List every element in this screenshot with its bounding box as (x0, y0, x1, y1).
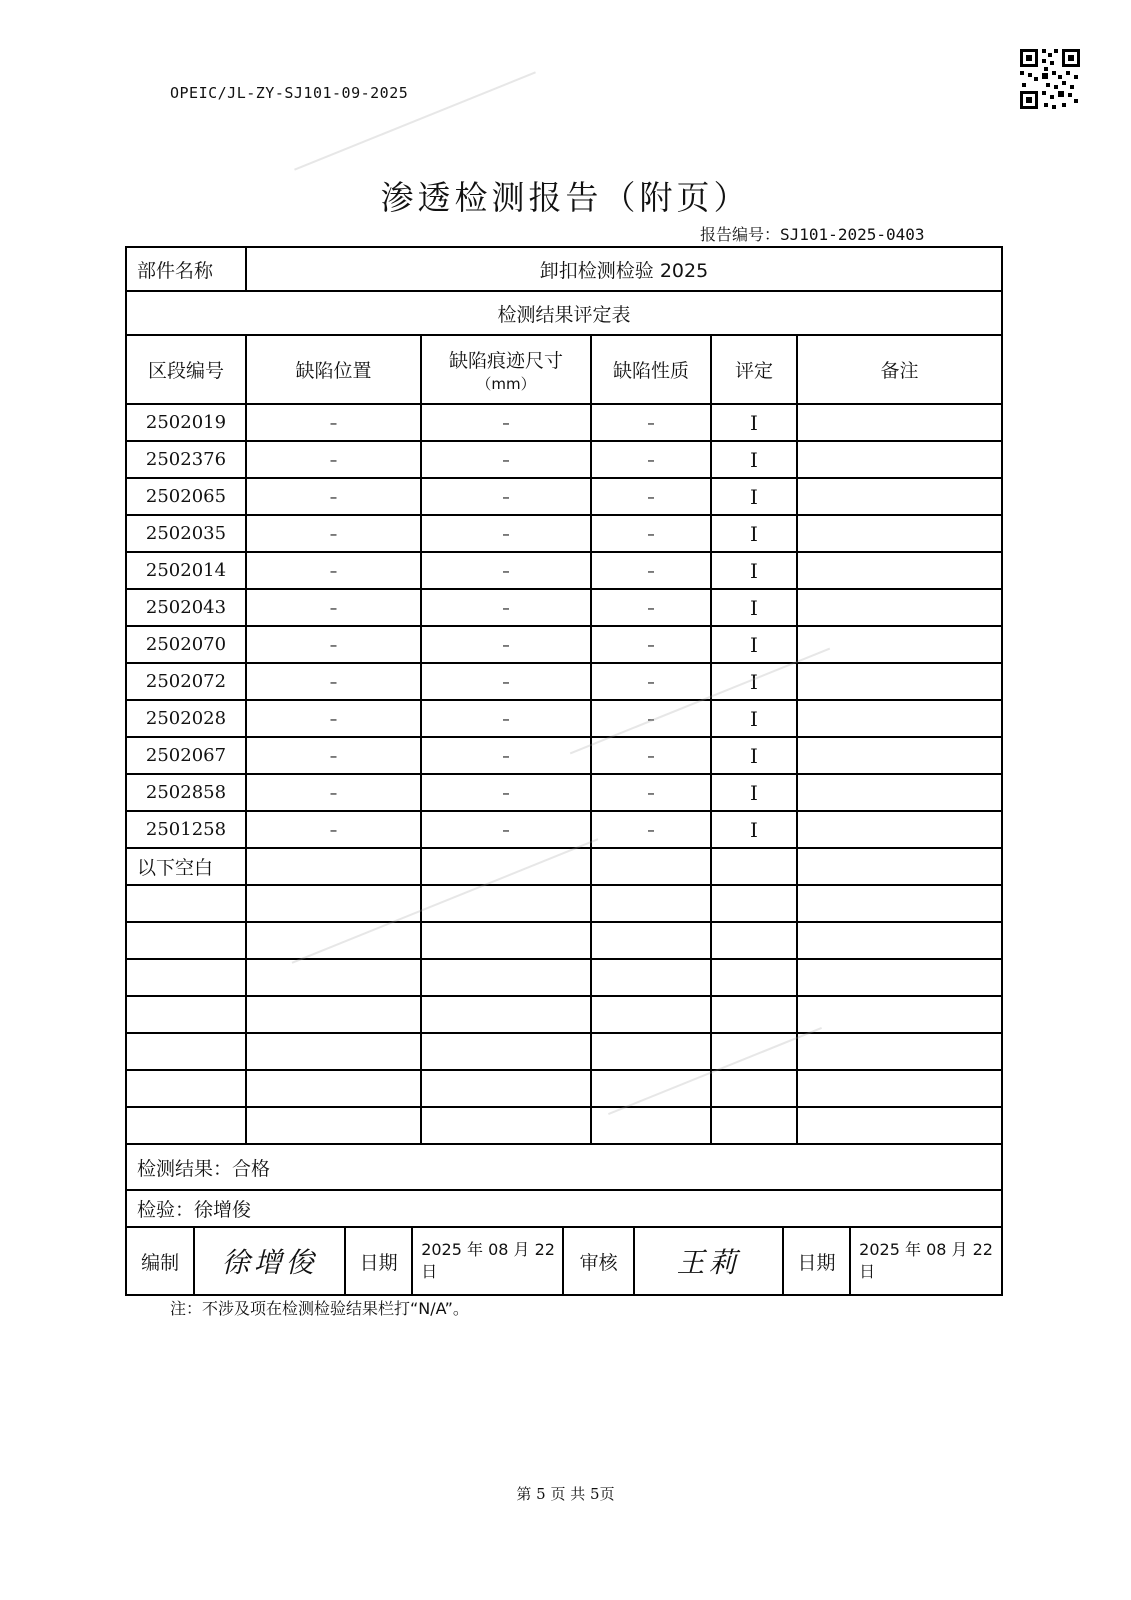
defect-position-cell: – (246, 404, 421, 441)
inspector-label: 检验： (137, 1199, 195, 1221)
defect-nature-cell: – (591, 515, 711, 552)
empty-cell (591, 922, 711, 959)
empty-cell (246, 922, 421, 959)
empty-cell (126, 1033, 246, 1070)
table-row (126, 737, 1002, 774)
section-no-cell: 2502072 (126, 663, 246, 700)
empty-cell (246, 1070, 421, 1107)
empty-row (126, 959, 1002, 996)
header-grade: 评定 (711, 335, 797, 404)
table-title: 检测结果评定表 (126, 291, 1002, 335)
footnote: 注：不涉及项在检测检验结果栏打“N/A”。 (170, 1299, 469, 1318)
inspector-row (126, 1190, 1002, 1227)
defect-size-cell: – (421, 774, 591, 811)
section-no-cell: 2502376 (126, 441, 246, 478)
grade-cell: I (711, 626, 797, 663)
remarks-cell (797, 515, 1002, 552)
section-no-cell: 2502035 (126, 515, 246, 552)
section-no-cell: 2502019 (126, 404, 246, 441)
result-value: 合格 (232, 1157, 271, 1180)
table-row (126, 811, 1002, 848)
compiled-date: 2025 年 08 月 22 日 (412, 1228, 563, 1294)
table-row (126, 478, 1002, 515)
empty-cell (797, 1107, 1002, 1144)
grade-cell: I (711, 663, 797, 700)
empty-cell (797, 922, 1002, 959)
grade-cell: I (711, 515, 797, 552)
defect-position-cell: – (246, 441, 421, 478)
defect-position-cell: – (246, 589, 421, 626)
compiled-label: 编制 (127, 1228, 194, 1294)
grade-cell: I (711, 700, 797, 737)
empty-cell (246, 996, 421, 1033)
inspector-value: 徐增俊 (194, 1199, 252, 1221)
section-no-cell: 2502065 (126, 478, 246, 515)
empty-cell (421, 959, 591, 996)
header-defect-size-label: 缺陷痕迹尺寸 (448, 349, 563, 372)
header-remarks: 备注 (797, 335, 1002, 404)
defect-nature-cell: – (591, 478, 711, 515)
table-row (126, 515, 1002, 552)
empty-cell (421, 1070, 591, 1107)
defect-position-cell: – (246, 737, 421, 774)
empty-cell (126, 996, 246, 1033)
defect-size-cell: – (421, 478, 591, 515)
blank-cell (421, 848, 591, 885)
header-defect-size (421, 335, 591, 404)
signoff-row (126, 1227, 1002, 1295)
remarks-cell (797, 774, 1002, 811)
empty-cell (126, 922, 246, 959)
remarks-cell (797, 552, 1002, 589)
blank-marker: 以下空白 (126, 848, 246, 885)
defect-size-cell: – (421, 626, 591, 663)
remarks-cell (797, 663, 1002, 700)
empty-cell (797, 1070, 1002, 1107)
defect-nature-cell: – (591, 626, 711, 663)
empty-row (126, 1070, 1002, 1107)
blank-cell (246, 848, 421, 885)
table-row (126, 589, 1002, 626)
remarks-cell (797, 626, 1002, 663)
qr-code-icon (1018, 47, 1082, 111)
defect-position-cell: – (246, 811, 421, 848)
empty-cell (246, 1107, 421, 1144)
review-date-label: 日期 (783, 1228, 850, 1294)
remarks-cell (797, 811, 1002, 848)
defect-size-cell: – (421, 552, 591, 589)
defect-position-cell: – (246, 663, 421, 700)
empty-cell (421, 1033, 591, 1070)
empty-cell (126, 1107, 246, 1144)
header-section-no: 区段编号 (126, 335, 246, 404)
table-row (126, 700, 1002, 737)
defect-nature-cell: – (591, 737, 711, 774)
page-number: 第 5 页 共 5页 (516, 1485, 615, 1503)
defect-position-cell: – (246, 552, 421, 589)
section-no-cell: 2502028 (126, 700, 246, 737)
remarks-cell (797, 737, 1002, 774)
table-body (126, 404, 1002, 848)
empty-cell (797, 1033, 1002, 1070)
empty-cell (591, 1033, 711, 1070)
defect-position-cell: – (246, 774, 421, 811)
defect-nature-cell: – (591, 589, 711, 626)
defect-size-cell: – (421, 700, 591, 737)
empty-cell (421, 922, 591, 959)
empty-cell (711, 885, 797, 922)
remarks-cell (797, 700, 1002, 737)
report-number-value: SJ101-2025-0403 (780, 225, 925, 244)
remarks-cell (797, 589, 1002, 626)
empty-cell (126, 885, 246, 922)
header-defect-position: 缺陷位置 (246, 335, 421, 404)
table-row (126, 663, 1002, 700)
empty-cell (797, 959, 1002, 996)
empty-cell (246, 1033, 421, 1070)
section-no-cell: 2502070 (126, 626, 246, 663)
empty-cell (591, 959, 711, 996)
empty-cell (591, 996, 711, 1033)
remarks-cell (797, 404, 1002, 441)
table-row (126, 774, 1002, 811)
compiled-date-label: 日期 (345, 1228, 412, 1294)
section-no-cell: 2502067 (126, 737, 246, 774)
grade-cell: I (711, 404, 797, 441)
header-defect-size-unit: （mm） (476, 374, 536, 393)
empty-row (126, 996, 1002, 1033)
section-no-cell: 2501258 (126, 811, 246, 848)
defect-nature-cell: – (591, 552, 711, 589)
empty-row (126, 922, 1002, 959)
result-row (126, 1144, 1002, 1190)
empty-cell (126, 959, 246, 996)
defect-nature-cell: – (591, 404, 711, 441)
empty-row (126, 885, 1002, 922)
grade-cell: I (711, 478, 797, 515)
empty-row (126, 1107, 1002, 1144)
defect-size-cell: – (421, 404, 591, 441)
page-title: 渗透检测报告（附页） (380, 178, 751, 217)
review-label: 审核 (563, 1228, 634, 1294)
defect-position-cell: – (246, 626, 421, 663)
header-defect-nature: 缺陷性质 (591, 335, 711, 404)
defect-size-cell: – (421, 737, 591, 774)
table-row (126, 552, 1002, 589)
blank-cell (591, 848, 711, 885)
empty-cell (711, 922, 797, 959)
defect-nature-cell: – (591, 700, 711, 737)
empty-cell (591, 885, 711, 922)
empty-cell (246, 959, 421, 996)
empty-cell (421, 1107, 591, 1144)
empty-cell (797, 996, 1002, 1033)
table-row (126, 626, 1002, 663)
empty-cell (591, 1107, 711, 1144)
empty-cell (711, 996, 797, 1033)
empty-cell (711, 1070, 797, 1107)
part-name-value: 卸扣检测检验 2025 (246, 247, 1002, 291)
grade-cell: I (711, 441, 797, 478)
section-no-cell: 2502043 (126, 589, 246, 626)
grade-cell: I (711, 774, 797, 811)
section-no-cell: 2502014 (126, 552, 246, 589)
section-no-cell: 2502858 (126, 774, 246, 811)
grade-cell: I (711, 737, 797, 774)
table-row (126, 404, 1002, 441)
empty-cell (711, 1107, 797, 1144)
defect-nature-cell: – (591, 774, 711, 811)
empty-cell (797, 885, 1002, 922)
defect-size-cell: – (421, 811, 591, 848)
empty-cell (421, 996, 591, 1033)
grade-cell: I (711, 552, 797, 589)
grade-cell: I (711, 811, 797, 848)
defect-nature-cell: – (591, 441, 711, 478)
blank-cell (711, 848, 797, 885)
defect-size-cell: – (421, 441, 591, 478)
table-row (126, 441, 1002, 478)
report-number (700, 222, 925, 245)
empty-cell (711, 959, 797, 996)
defect-position-cell: – (246, 478, 421, 515)
review-signature: 王莉 (634, 1228, 783, 1294)
document-code: OPEIC/JL-ZY-SJ101-09-2025 (170, 84, 409, 102)
report-number-label: 报告编号： (700, 225, 781, 244)
defect-nature-cell: – (591, 811, 711, 848)
compiled-signature: 徐增俊 (194, 1228, 345, 1294)
empty-cell (711, 1033, 797, 1070)
blank-cell (797, 848, 1002, 885)
review-date: 2025 年 08 月 22 日 (859, 1240, 993, 1281)
empty-cell (246, 885, 421, 922)
remarks-cell (797, 441, 1002, 478)
defect-position-cell: – (246, 515, 421, 552)
empty-cell (421, 885, 591, 922)
defect-size-cell: – (421, 663, 591, 700)
empty-cell (591, 1070, 711, 1107)
empty-row (126, 1033, 1002, 1070)
blank-rows (126, 885, 1002, 1144)
defect-nature-cell: – (591, 663, 711, 700)
empty-cell (126, 1070, 246, 1107)
result-label: 检测结果： (137, 1157, 233, 1180)
remarks-cell (797, 478, 1002, 515)
defect-size-cell: – (421, 589, 591, 626)
grade-cell: I (711, 589, 797, 626)
signoff-table (127, 1228, 1001, 1294)
defect-position-cell: – (246, 700, 421, 737)
defect-size-cell: – (421, 515, 591, 552)
inspection-table (125, 246, 1003, 1296)
part-name-label: 部件名称 (126, 247, 246, 291)
